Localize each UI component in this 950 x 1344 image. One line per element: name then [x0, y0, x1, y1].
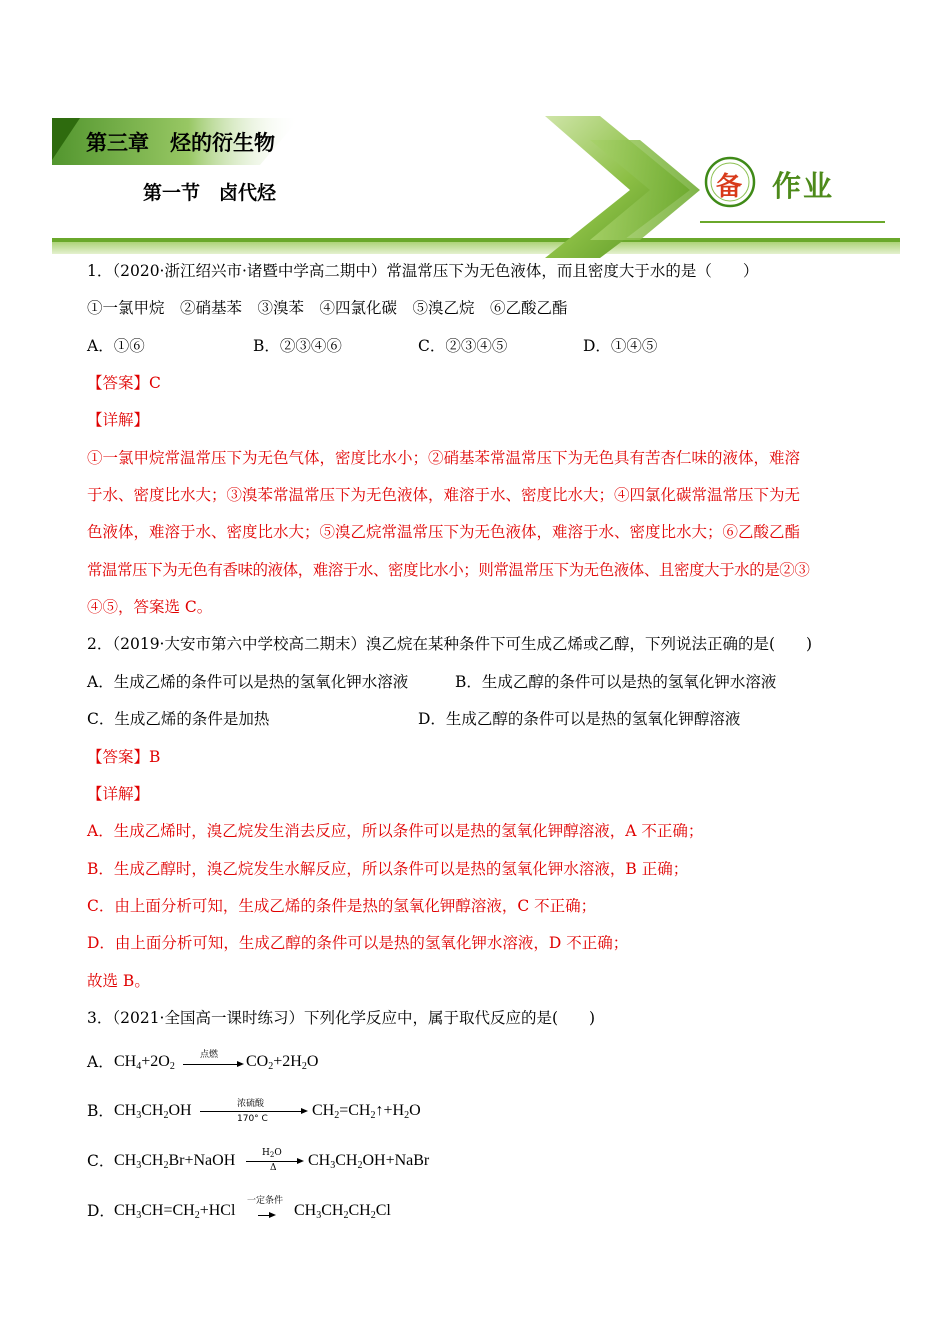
- q3-option-a-condition: 点燃: [200, 1050, 219, 1060]
- q3-option-d-products: $CH_3CH_2CH_2Cl$: [294, 1202, 391, 1221]
- q1-detail-line: 色液体，难溶于水、密度比水大；⑤溴乙烷常温常压下为无色液体，难溶于水、密度比水大；⑥乙酸乙酯: [87, 523, 801, 541]
- arrow-head-icon: [237, 1061, 244, 1067]
- q3-option-b-label: B．: [87, 1102, 114, 1120]
- q2-detail-label: 【详解】: [87, 785, 150, 803]
- q1-detail-line: 常温常压下为无色有香味的液体，难溶于水、密度比水小；则常温常压下为无色液体、且密度大于水的是②③: [87, 561, 810, 579]
- q3-option-d-reactants: $CH_3CH=CH_2+HCl$: [114, 1202, 236, 1221]
- q1-detail-label: 【详解】: [87, 411, 150, 429]
- q3-option-c-reactants: $CH_3CH_2Br+NaOH$: [114, 1152, 236, 1171]
- q3-option-d-condition: 一定条件: [247, 1196, 284, 1206]
- q3-stem: 3．（2021·全国高一课时练习）下列化学反应中，属于取代反应的是( ): [87, 1009, 596, 1027]
- q1-option-a: A．①⑥: [87, 337, 145, 355]
- q3-option-d-label: D．: [87, 1202, 115, 1220]
- q1-answer: 【答案】C: [87, 374, 161, 392]
- q1-detail-line: 于水、密度比水大；③溴苯常温常压下为无色液体，难溶于水、密度比水大；④四氯化碳常温常压下为无: [87, 486, 801, 504]
- q1-option-d: D．①④⑤: [583, 337, 658, 355]
- q1-stem: 1．（2020·浙江绍兴市·诸暨中学高二期中）常温常压下为无色液体，而且密度大于水的是（ ）: [87, 262, 759, 280]
- q3-option-b-reactants: $CH_3CH_2OH$: [114, 1102, 192, 1121]
- q2-stem: 2．（2019·大安市第六中学校高二期末）溴乙烷在某种条件下可生成乙烯或乙醇，下列说法正确的是( ): [87, 635, 813, 653]
- section-title: 第一节 卤代烃: [143, 182, 277, 204]
- q3-option-c-condition-top: $H_2O$: [262, 1148, 282, 1159]
- q2-detail-line: D．由上面分析可知，生成乙醇的条件可以是热的氢氧化钾水溶液，D 不正确；: [87, 934, 629, 952]
- reaction-arrow: [246, 1161, 298, 1162]
- q1-items: ①一氯甲烷 ②硝基苯 ③溴苯 ④四氯化碳 ⑤溴乙烷 ⑥乙酸乙酯: [87, 299, 568, 317]
- arrow-head-icon: [297, 1158, 304, 1164]
- q3-option-a-label: A．: [87, 1053, 114, 1071]
- q1-detail-line: ④⑤，答案选 C。: [87, 598, 213, 616]
- q3-option-c-label: C．: [87, 1152, 115, 1170]
- q2-option-d: D．生成乙醇的条件可以是热的氢氧化钾醇溶液: [418, 710, 741, 728]
- q3-option-a-products: $CO_2+2H_2O$: [246, 1053, 319, 1072]
- q3-option-b-products: $CH_2=CH_2↑+H_2O$: [312, 1102, 421, 1121]
- q2-option-b: B．生成乙醇的条件可以是热的氢氧化钾水溶液: [455, 673, 777, 691]
- arrow-head-icon: [301, 1108, 308, 1114]
- q2-detail-line: A．生成乙烯时，溴乙烷发生消去反应，所以条件可以是热的氢氧化钾醇溶液，A 不正确；: [87, 822, 704, 840]
- q2-detail-line: B．生成乙醇时，溴乙烷发生水解反应，所以条件可以是热的氢氧化钾水溶液，B 正确；: [87, 860, 689, 878]
- q2-conclusion: 故选 B。: [87, 972, 150, 990]
- q2-option-a: A．生成乙烯的条件可以是热的氢氧化钾水溶液: [87, 673, 409, 691]
- arrow-head-icon: [269, 1212, 276, 1218]
- reaction-arrow: [183, 1064, 238, 1065]
- reaction-arrow: [200, 1111, 302, 1112]
- q1-option-c: C．②③④⑤: [418, 337, 508, 355]
- q3-option-b-condition-top: 浓硫酸: [237, 1099, 265, 1109]
- q1-option-b: B．②③④⑥: [253, 337, 342, 355]
- chapter-title: 第三章 烃的衍生物: [86, 131, 275, 155]
- badge-char: 备: [716, 172, 743, 202]
- q2-detail-line: C．由上面分析可知，生成乙烯的条件是热的氢氧化钾醇溶液，C 不正确；: [87, 897, 597, 915]
- header-banner: [0, 0, 950, 260]
- q3-option-c-condition-bottom: Δ: [270, 1163, 277, 1173]
- q1-detail-line: ①一氯甲烷常温常压下为无色气体，密度比水小；②硝基苯常温常压下为无色具有苦杏仁味的液体，难溶: [87, 449, 801, 467]
- q2-option-c: C．生成乙烯的条件是加热: [87, 710, 270, 728]
- q3-option-a-reactants: $CH_4+2O_2$: [114, 1053, 175, 1072]
- badge-text: 作业: [772, 169, 835, 203]
- q3-option-c-products: $CH_3CH_2OH+NaBr$: [308, 1152, 430, 1171]
- q3-option-b-condition-bottom: 170° C: [237, 1114, 268, 1124]
- q2-answer: 【答案】B: [87, 748, 161, 766]
